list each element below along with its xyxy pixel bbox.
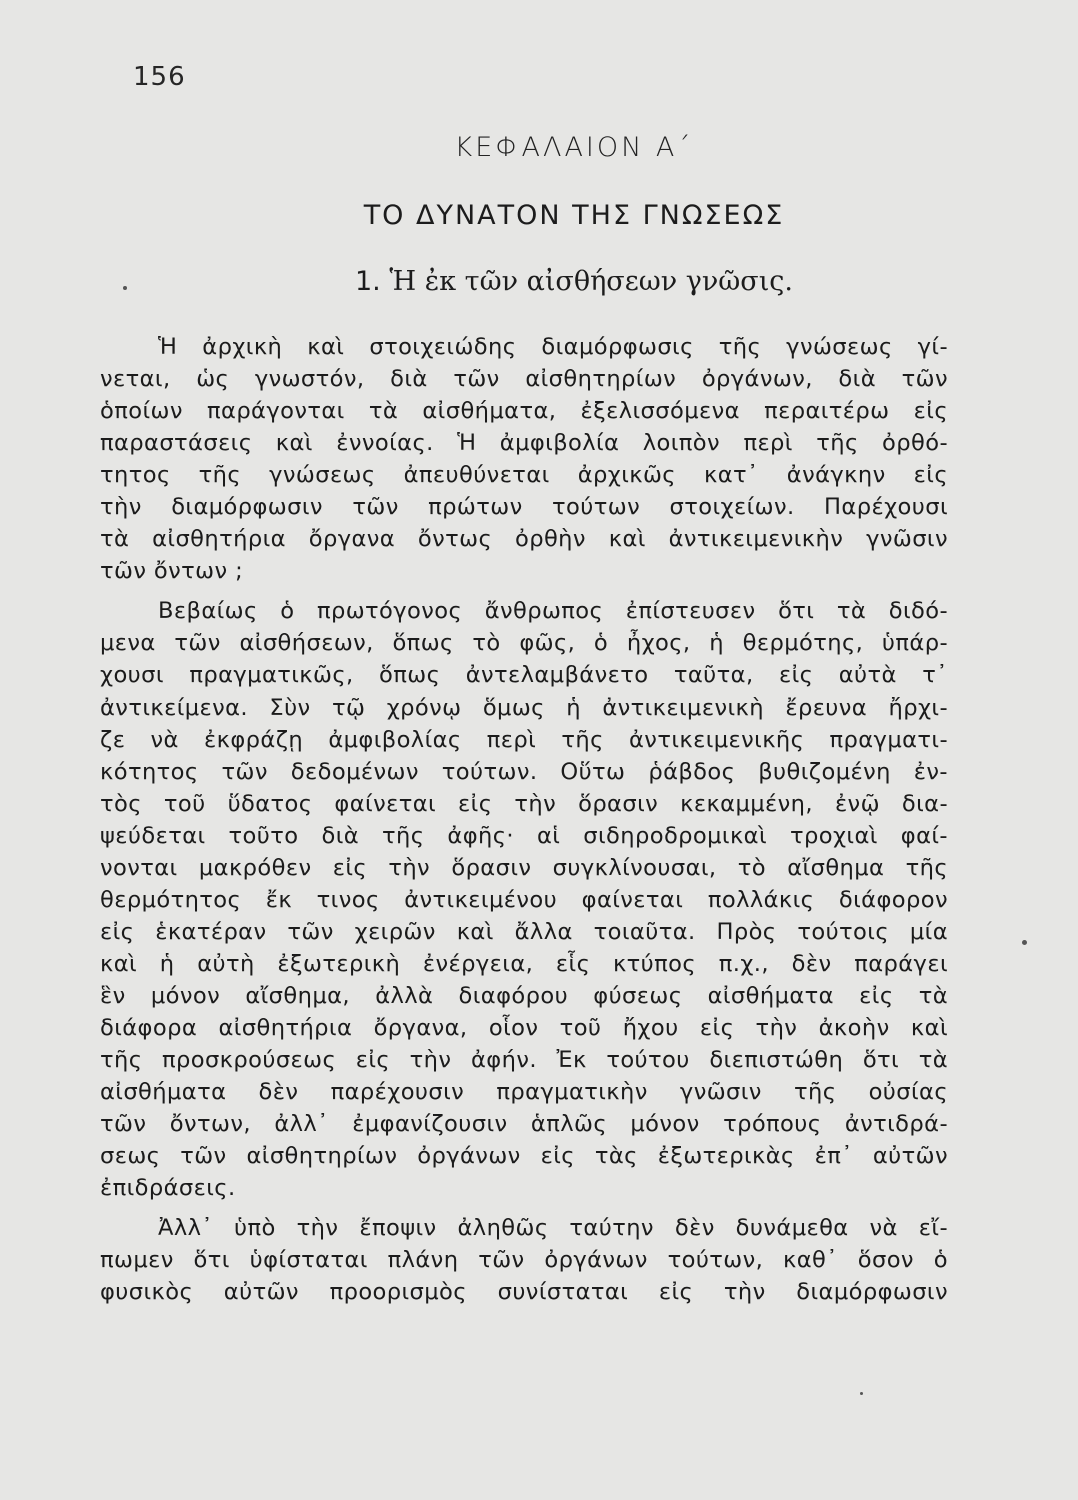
- text-line: πωμεν ὅτι ὑφίσταται πλάνη τῶν ὀργάνων τούτων, καθ᾽ ὅσον ὁ: [100, 1247, 948, 1274]
- text-line: τῶν ὄντων, ἀλλ᾽ ἐμφανίζουσιν ἁπλῶς μόνον τρόπους ἀντιδρά-: [100, 1111, 948, 1138]
- text-line: τὰ αἰσθητήρια ὄργανα ὄντως ὀρθὴν καὶ ἀντικειμενικὴν γνῶσιν: [100, 526, 948, 553]
- scan-speck: [123, 286, 127, 290]
- body-text: [100, 331, 948, 1308]
- text-line: παραστάσεις καὶ ἐννοίας. Ἡ ἀμφιβολία λοιπὸν περὶ τῆς ὀρθό-: [100, 430, 948, 457]
- text-line: Βεβαίως ὁ πρωτόγονος ἄνθρωπος ἐπίστευσεν ὅτι τὰ διδό-: [158, 598, 948, 625]
- text-line: ὁποίων παράγονται τὰ αἰσθήματα, ἐξελισσόμενα περαιτέρω εἰς: [100, 398, 948, 425]
- chapter-title: ΤΟ ΔΥΝΑΤΟΝ ΤΗΣ ΓΝΩΣΕΩΣ: [363, 200, 785, 231]
- text-line: ἀντικείμενα. Σὺν τῷ χρόνῳ ὅμως ἡ ἀντικειμενικὴ ἔρευνα ἤρχι-: [100, 694, 948, 721]
- section-number: 1.: [354, 266, 381, 297]
- scan-speck: [1022, 940, 1027, 945]
- text-line: μενα τῶν αἰσθήσεων, ὅπως τὸ φῶς, ὁ ἦχος, ἡ θερμότης, ὑπάρ-: [100, 630, 948, 657]
- text-line: τῶν ὄντων ;: [100, 558, 244, 585]
- text-line: καὶ ἡ αὐτὴ ἐξωτερικὴ ἐνέργεια, εἷς κτύπος π.χ., δὲν παράγει: [100, 950, 948, 977]
- text-line: τὴν διαμόρφωσιν τῶν πρώτων τούτων στοιχείων. Παρέχουσι: [100, 494, 948, 521]
- text-line: νονται μακρόθεν εἰς τὴν ὅρασιν συγκλίνουσαι, τὸ αἴσθημα τῆς: [100, 854, 948, 881]
- text-line: Ἀλλ᾽ ὑπὸ τὴν ἔποψιν ἀληθῶς ταύτην δὲν δυνάμεθα νὰ εἴ-: [158, 1215, 948, 1242]
- text-line: χουσι πραγματικῶς, ὅπως ἀντελαμβάνετο ταῦτα, εἰς αὐτὰ τ᾽: [100, 662, 948, 689]
- text-line: ἐπιδράσεις.: [100, 1175, 236, 1202]
- text-line: φυσικὸς αὐτῶν προορισμὸς συνίσταται εἰς τὴν διαμόρφωσιν: [100, 1279, 948, 1306]
- text-line: διάφορα αἰσθητήρια ὄργανα, οἷον τοῦ ἤχου εἰς τὴν ἀκοὴν καὶ: [100, 1014, 948, 1041]
- section-title-text: Ἡ ἐκ τῶν αἰσθήσεων γνῶσις.: [389, 266, 794, 297]
- text-line: Ἡ ἀρχικὴ καὶ στοιχειώδης διαμόρφωσις τῆς γνώσεως γί-: [158, 334, 948, 360]
- text-line: θερμότητος ἔκ τινος ἀντικειμένου φαίνεται πολλάκις διάφορον: [100, 886, 948, 913]
- text-line: νεται, ὡς γνωστόν, διὰ τῶν αἰσθητηρίων ὀργάνων, διὰ τῶν: [100, 366, 948, 393]
- text-line: τητος τῆς γνώσεως ἀπευθύνεται ἀρχικῶς κατ᾽ ἀνάγκην εἰς: [100, 462, 948, 489]
- text-line: ζε νὰ ἐκφράζῃ ἀμφιβολίας περὶ τῆς ἀντικειμενικῆς πραγματι-: [100, 726, 948, 753]
- text-line: κότητος τῶν δεδομένων τούτων. Οὕτω ῥάβδος βυθιζομένη ἐν-: [100, 758, 948, 785]
- text-line: τῆς προσκρούσεως εἰς τὴν ἀφήν. Ἐκ τούτου διεπιστώθη ὅτι τὰ: [100, 1047, 948, 1074]
- text-line: αἰσθήματα δὲν παρέχουσιν πραγματικὴν γνῶσιν τῆς οὐσίας: [100, 1079, 948, 1106]
- section-heading: [0, 266, 1078, 297]
- text-line: εἰς ἑκατέραν τῶν χειρῶν καὶ ἄλλα τοιαῦτα. Πρὸς τούτοις μία: [100, 918, 948, 945]
- scan-speck: [860, 1392, 863, 1395]
- chapter-heading: ΚΕΦΑΛΑΙΟΝ Α΄: [454, 132, 694, 163]
- text-line: ἓν μόνον αἴσθημα, ἀλλὰ διαφόρου φύσεως αἰσθήματα εἰς τὰ: [100, 982, 948, 1009]
- text-line: τὸς τοῦ ὕδατος φαίνεται εἰς τὴν ὅρασιν κεκαμμένη, ἐνῷ δια-: [100, 790, 948, 817]
- text-line: ψεύδεται τοῦτο διὰ τῆς ἀφῆς· αἱ σιδηροδρομικαὶ τροχιαὶ φαί-: [100, 822, 948, 849]
- page-number: 156: [133, 62, 186, 92]
- text-line: σεως τῶν αἰσθητηρίων ὀργάνων εἰς τὰς ἐξωτερικὰς ἐπ᾽ αὐτῶν: [100, 1143, 948, 1170]
